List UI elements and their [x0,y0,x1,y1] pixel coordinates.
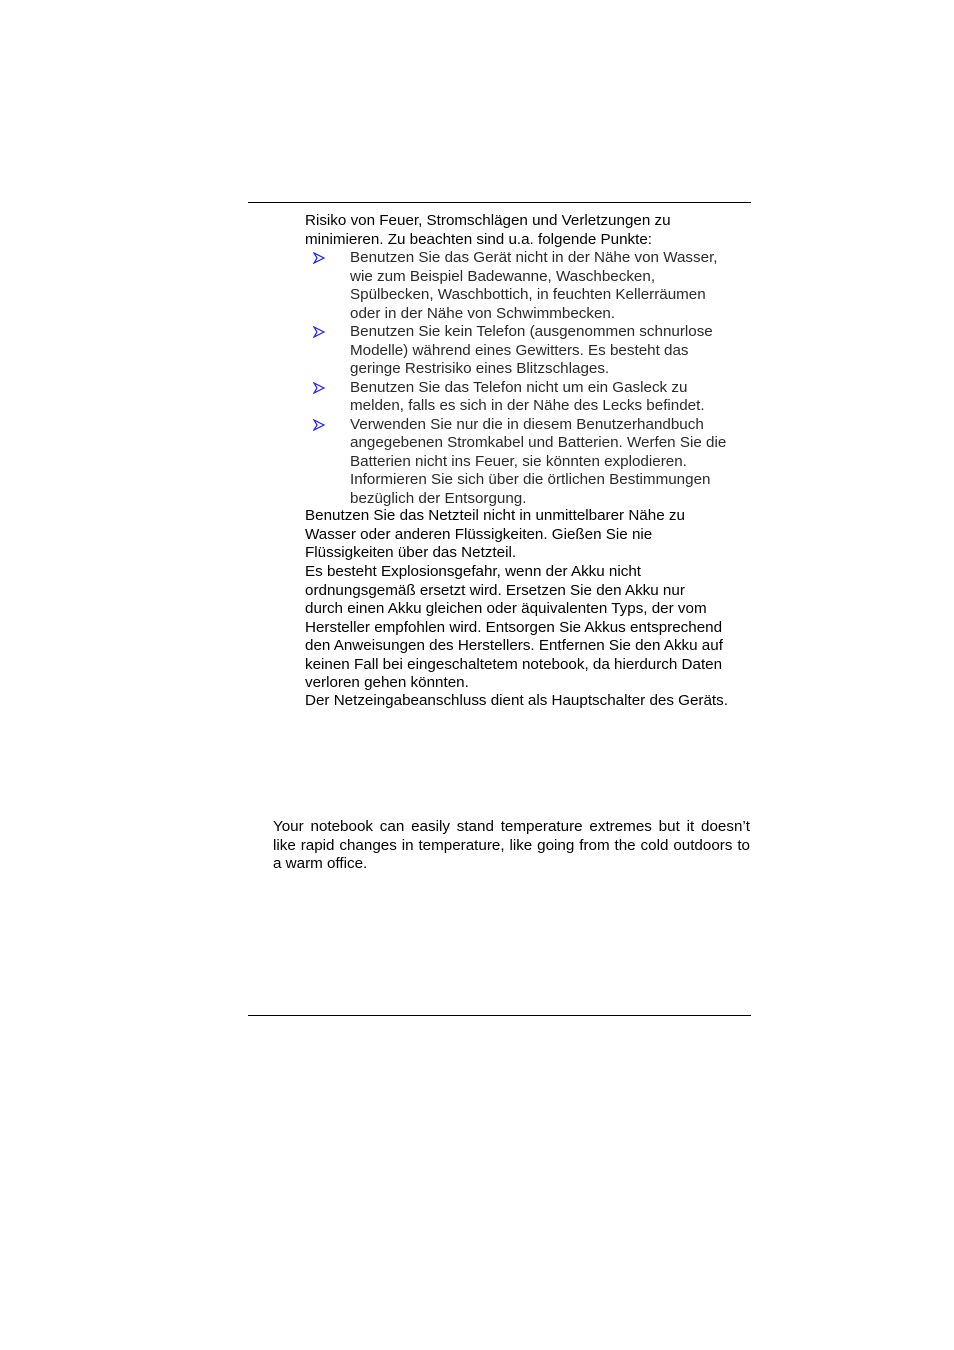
bullet-line: melden, falls es sich in der Nähe des Lecks befindet. [350,397,705,414]
arrowhead-bullet-icon [313,379,327,397]
bullet-line: oder in der Nähe von Schwimmbecken. [350,304,616,322]
paragraph-line: den Anweisungen des Herstellers. Entfernen Sie den Akku auf [305,637,723,654]
paragraph-line: Hersteller empfohlen wird. Entsorgen Sie Akkus entsprechend [305,618,723,636]
bullet-item [305,379,726,416]
bullet-line: bezüglich der Entsorgung. [350,489,527,507]
intro-line: minimieren. Zu beachten sind u.a. folgende Punkte: [305,230,652,248]
bullet-item [305,323,726,379]
bullet-line: Verwenden Sie nur die in diesem Benutzerhandbuch [350,415,704,433]
bullet-line: Benutzen Sie das Gerät nicht in der Nähe von Wasser, [350,249,718,266]
paragraph-line: Wasser oder anderen Flüssigkeiten. Gießen Sie nie [305,525,653,543]
bullet-item [305,249,726,323]
paragraph-line: Der Netzeingabeanschluss dient als Hauptschalter des Geräts. [305,692,728,709]
bullet-line: Benutzen Sie kein Telefon (ausgenommen schnurlose [350,323,713,340]
temperature-paragraph: Your notebook can easily stand temperature extremes but it doesn’t like rapid changes in temperature, like going from the cold outdoors to a warm office. [273,818,750,872]
paragraph-line: Benutzen Sie das Netzteil nicht in unmittelbarer Nähe zu [305,507,685,524]
power-adapter-paragraph [305,507,685,563]
paragraph-line: Es besteht Explosionsgefahr, wenn der Akku nicht [305,563,642,580]
arrowhead-bullet-icon [313,249,327,267]
battery-warning-paragraph [305,563,723,693]
intro-line: Risiko von Feuer, Stromschlägen und Verletzungen zu [305,212,671,229]
intro-paragraph [305,212,671,249]
paragraph-line: durch einen Akku gleichen oder äquivalenten Typs, der vom [305,600,707,617]
bullet-line: Spülbecken, Waschbottich, in feuchten Kellerräumen [350,286,706,303]
bullet-line: Benutzen Sie das Telefon nicht um ein Gasleck zu [350,378,688,396]
paragraph-line: verloren gehen könnten. [305,674,469,691]
safety-bullet-list [305,249,726,508]
bullet-line: angegebenen Stromkabel und Batterien. Werfen Sie die [350,434,727,451]
bullet-item [305,416,726,509]
footer-rule [248,1015,751,1016]
paragraph-line: ordnungsgemäß ersetzt wird. Ersetzen Sie den Akku nur [305,581,685,599]
paragraph-line: Flüssigkeiten über das Netzteil. [305,544,517,561]
arrowhead-bullet-icon [313,416,327,434]
arrowhead-bullet-icon [313,323,327,341]
bullet-line: wie zum Beispiel Badewanne, Waschbecken, [350,267,656,285]
paragraph-line: keinen Fall bei eingeschaltetem notebook, da hierdurch Daten [305,655,723,673]
bullet-line: Informieren Sie sich über die örtlichen Bestimmungen [350,471,711,488]
main-switch-paragraph [305,692,728,711]
header-rule [248,202,751,203]
bullet-line: Batterien nicht ins Feuer, sie könnten explodieren. [350,452,687,470]
bullet-line: Modelle) während eines Gewitters. Es besteht das [350,341,689,359]
bullet-line: geringe Restrisiko eines Blitzschlages. [350,360,610,377]
